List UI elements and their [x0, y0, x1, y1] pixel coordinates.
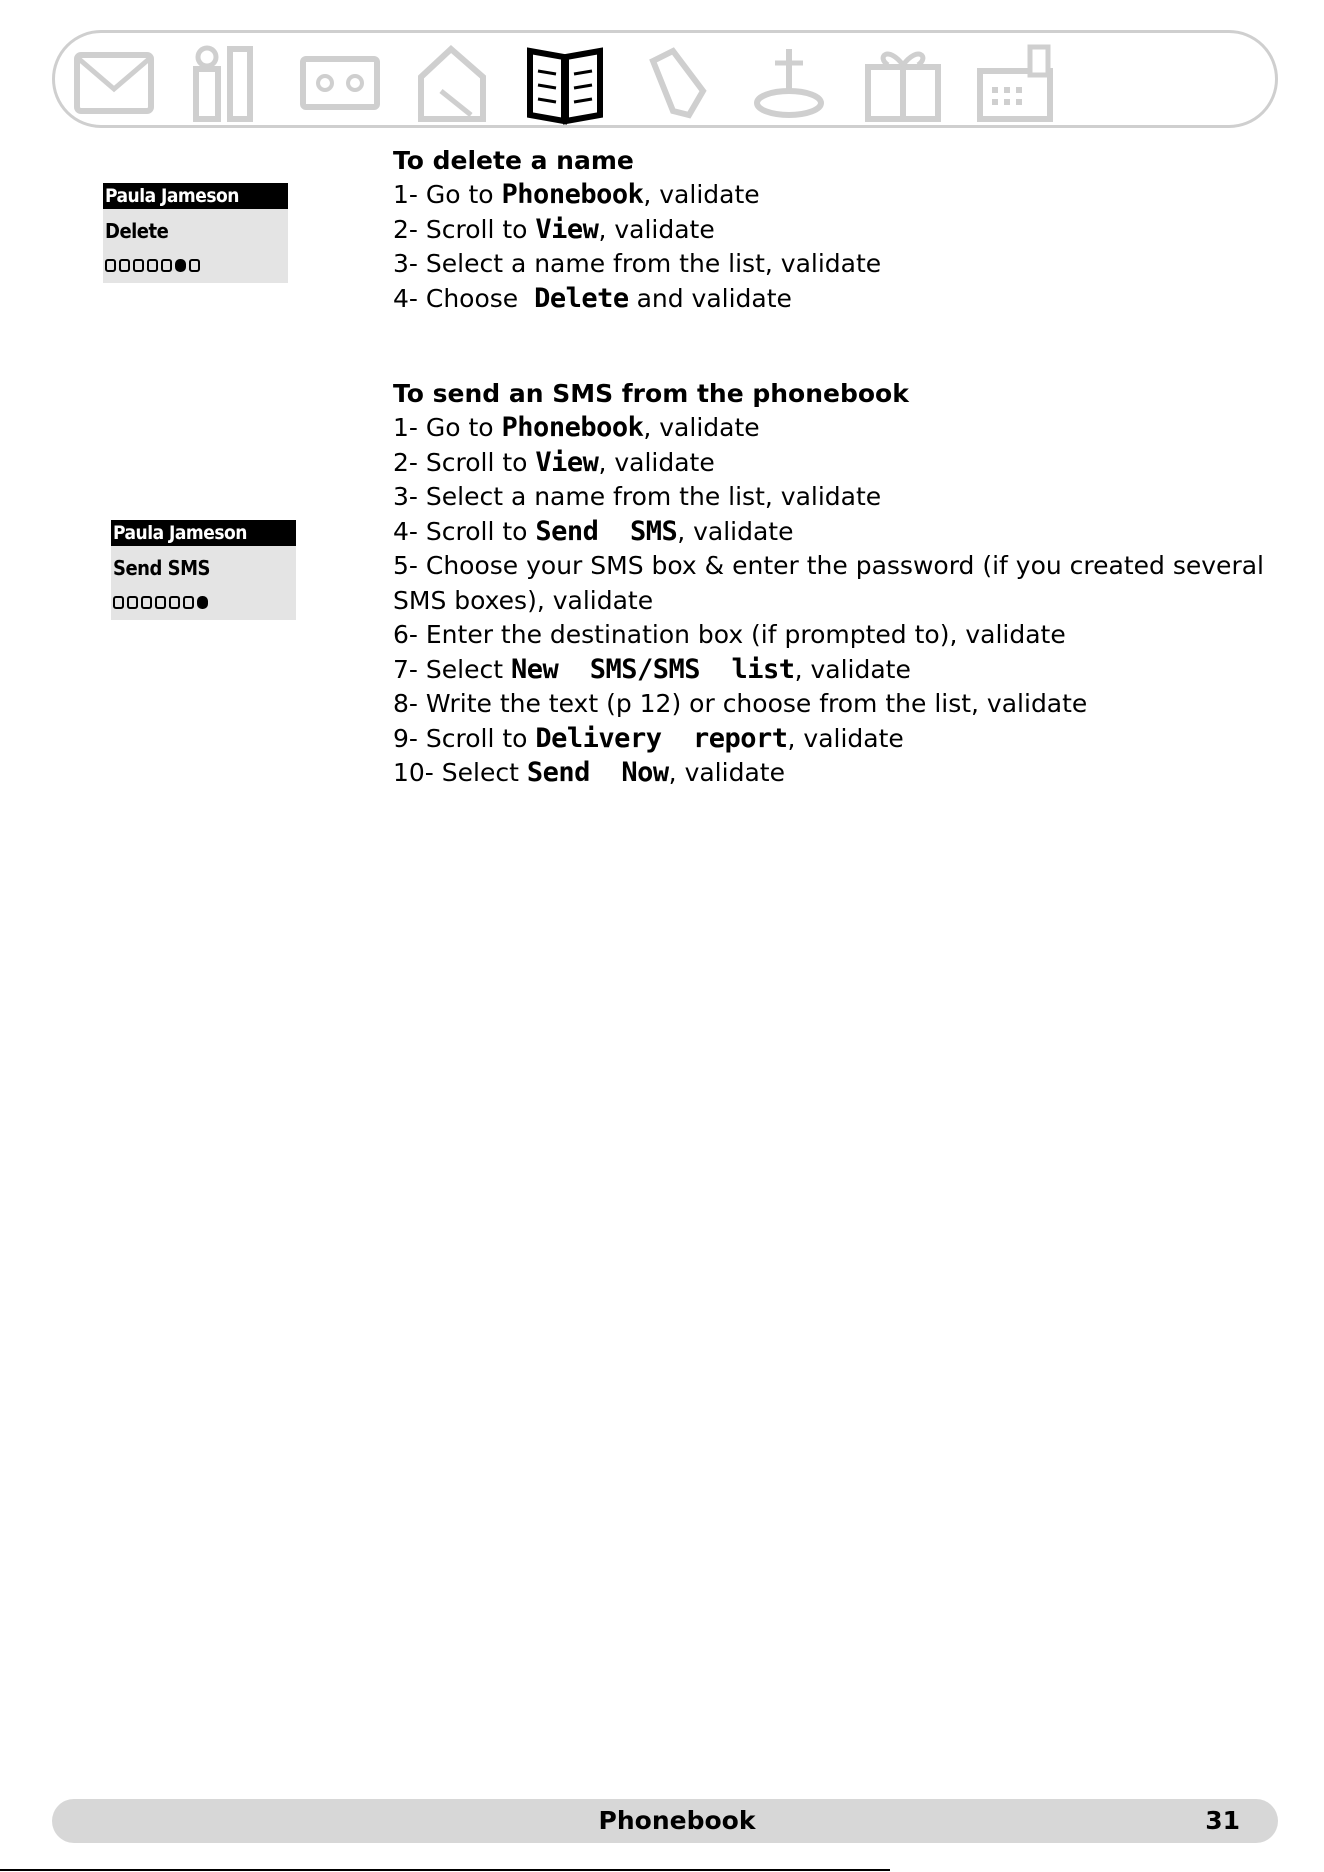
step-item: 4- Choose Delete and validate [393, 282, 792, 314]
step-item: 7- Select New SMS/SMS list, validate [393, 653, 911, 685]
step-item: 4- Scroll to Send SMS, validate [393, 515, 794, 547]
fax-icon [970, 41, 1060, 125]
step-item: 1- Go to Phonebook, validate [393, 179, 760, 210]
position-dot [105, 259, 116, 272]
position-dot [119, 259, 130, 272]
section-delete-name [393, 144, 1273, 316]
step-item: 5- Choose your SMS box & enter the password (if you created several SMS boxes), validate [393, 551, 1264, 615]
phone-screen-send-sms [111, 520, 296, 620]
step-item: 9- Scroll to Delivery report, validate [393, 722, 904, 754]
step-item: 2- Scroll to View, validate [393, 446, 715, 478]
house-icon [407, 41, 497, 125]
network-icon [745, 41, 835, 125]
step-item: 8- Write the text (p 12) or choose from the list, validate [393, 689, 1088, 718]
screen-position-dots [113, 596, 208, 609]
bottom-rule [0, 1869, 890, 1871]
position-dot [133, 259, 144, 272]
phonebook-icon [520, 41, 610, 125]
step-item: 10- Select Send Now, validate [393, 757, 785, 788]
step-item: 3- Select a name from the list, validate [393, 249, 882, 278]
screen-title: Paula Jameson [111, 520, 296, 546]
position-dot [183, 596, 194, 609]
step-item: 3- Select a name from the list, validate [393, 482, 882, 511]
position-dot-active [197, 596, 208, 609]
screen-title: Paula Jameson [103, 183, 288, 209]
phone-handset-icon [633, 41, 723, 125]
envelope-icon [69, 41, 159, 125]
screen-menu-item: Delete [105, 219, 169, 243]
screen-menu-item: Send SMS [113, 556, 210, 580]
gift-icon [858, 41, 948, 125]
phone-screen-delete [103, 183, 288, 283]
section-heading: To send an SMS from the phonebook [393, 379, 909, 408]
section-icon-bar [52, 30, 1278, 128]
position-dot [169, 596, 180, 609]
position-dot [113, 596, 124, 609]
position-dot-active [175, 259, 186, 272]
section-send-sms [393, 377, 1273, 791]
step-item: 6- Enter the destination box (if prompted to), validate [393, 620, 1066, 649]
position-dot [127, 596, 138, 609]
position-dot [155, 596, 166, 609]
screen-position-dots [105, 259, 200, 272]
step-item: 1- Go to Phonebook, validate [393, 412, 760, 443]
position-dot [161, 259, 172, 272]
cassette-icon [295, 41, 385, 125]
page-number: 31 [1205, 1806, 1240, 1835]
tools-icon [182, 41, 272, 125]
page-footer [52, 1799, 1278, 1843]
section-heading: To delete a name [393, 146, 634, 175]
position-dot [141, 596, 152, 609]
step-item: 2- Scroll to View, validate [393, 213, 715, 245]
position-dot [189, 259, 200, 272]
position-dot [147, 259, 158, 272]
footer-section-title: Phonebook [598, 1806, 756, 1835]
